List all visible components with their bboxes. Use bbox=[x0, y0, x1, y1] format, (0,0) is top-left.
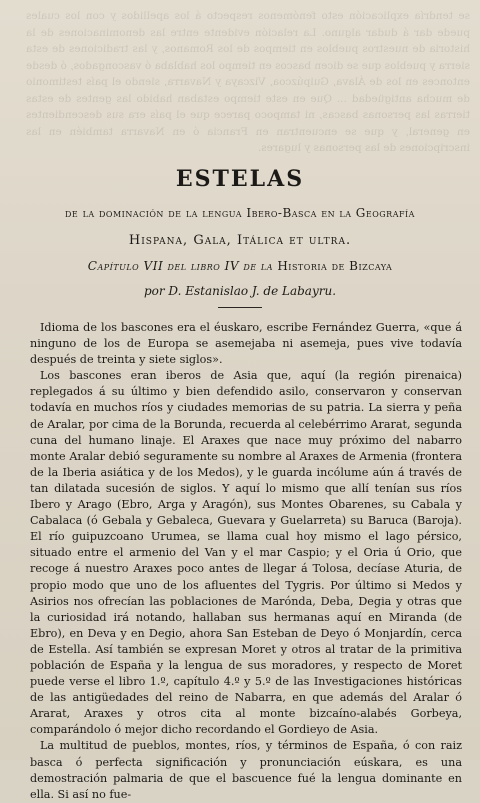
paragraph-3: La multitud de pueblos, montes, ríos, y términos de España, ó con raiz basca ó perfecta significación y pronunciación eúskara, es una demostración palmaria de que el bascuence fué la lengua dominante en ella. Si así no fue- bbox=[30, 739, 462, 801]
article-title: ESTELAS bbox=[175, 166, 305, 192]
bleed-through-text: se tendría explicación esto fenómenos respecto á los apellidos y con los cuales puede dar á dudar alguno. La relación evidente entre las denominaciones de la historia de nuestros pueblos en tiempos de los Romanos, y las tradiciones de esta sierra y pueblos que se dicen bascos en tiempo los hablaba ó vascongados, ó desde entonces en los de Álava, Guipúzcoa, Vizcaya y Navarra, siendo el país testimonio de mucha antigüedad ... Que en este tiempo estaban habido las gentes de estas tierras las personas bascas, ni tampoco parece que el país era sus descendientes en general, y que se encuentran en Francia ó en Navarra también en las inscripciones de las personas y lugares. bbox=[26, 10, 470, 154]
chapter-line bbox=[0, 259, 480, 273]
subtitle-line-1: de la dominación de la lengua Ibero-Basca en la Geografía bbox=[65, 206, 415, 220]
subtitle-line-2: Hispana, Gala, Itálica et ultra. bbox=[128, 233, 352, 248]
chapter-italic: Capítulo VII del libro IV de la bbox=[87, 259, 273, 273]
body-text bbox=[30, 320, 462, 803]
paragraph-1: Idioma de los bascones era el éuskaro, escribe Fernández Guerra, «que á ninguno de los de Europa se asemejaba ni asemeja, pues vive todavía después de treinta y siete siglos». bbox=[30, 321, 462, 367]
chapter-smallcaps: Historia de Bizcaya bbox=[277, 259, 393, 273]
author-line: por D. Estanislao J. de Labayru. bbox=[143, 284, 337, 298]
divider-rule bbox=[218, 307, 262, 308]
paragraph-2: Los bascones eran iberos de Asia que, aquí (la región pirenaica) replegados á su último y bien defendido asilo, conservaron y conservan todavía en muchos ríos y ciudades memorias de su patria. La sierra y peña de Aralar, por cima de la Borunda, recuerda al celebérrimo Ararat, segunda cuna del humano linaje. El Araxes que nace muy próximo del nabarro monte Aralar debió seguramente su nombre al Araxes de Armenia (frontera de la Iberia asiática y de los Medos), y le guarda incólume aún á través de tan dilatada sucesión de siglos. Y aquí lo mismo que allí tenían sus ríos Ibero y Arago (Ebro, Arga y Aragón), sus Montes Obarenes, su Cabala y Cabalaca (ó Gebala y Gebaleca, Guevara y Guelarreta) su Baruca (Baroja). El río guipuzcoano Urumea, se llama cual hoy mismo el lago pérsico, situado entre el armenio del Van y el mar Caspio; y el Oria ú Orio, que recoge á nuestro Araxes poco antes de llegar á Tolosa, decíase Aturia, de propio modo que uno de los afluentes del Tygris. Por último si Medos y Asirios nos ofrecían las poblaciones de Marónda, Deba, Degia y otras que la curiosidad irá notando, hallaban sus hermanas aquí en Miranda (de Ebro), en Deva y en Degio, ahora San Esteban de Deyo ó Monjardín, cerca de Estella. Así también se expresan Moret y otros al tratar de la primitiva población de España y la lengua de sus moradores, y respecto de Moret puede verse el libro 1.º, capítulo 4.º y 5.º de las Investigaciones históricas de las antigüedades del reino de Nabarra, en que además del Aralar ó Ararat, Araxes y otros cita al monte bizcaíno-alabés Gorbeya, comparándolo ó mejor dicho recordando el Gordieyo de Asia. bbox=[30, 369, 462, 737]
